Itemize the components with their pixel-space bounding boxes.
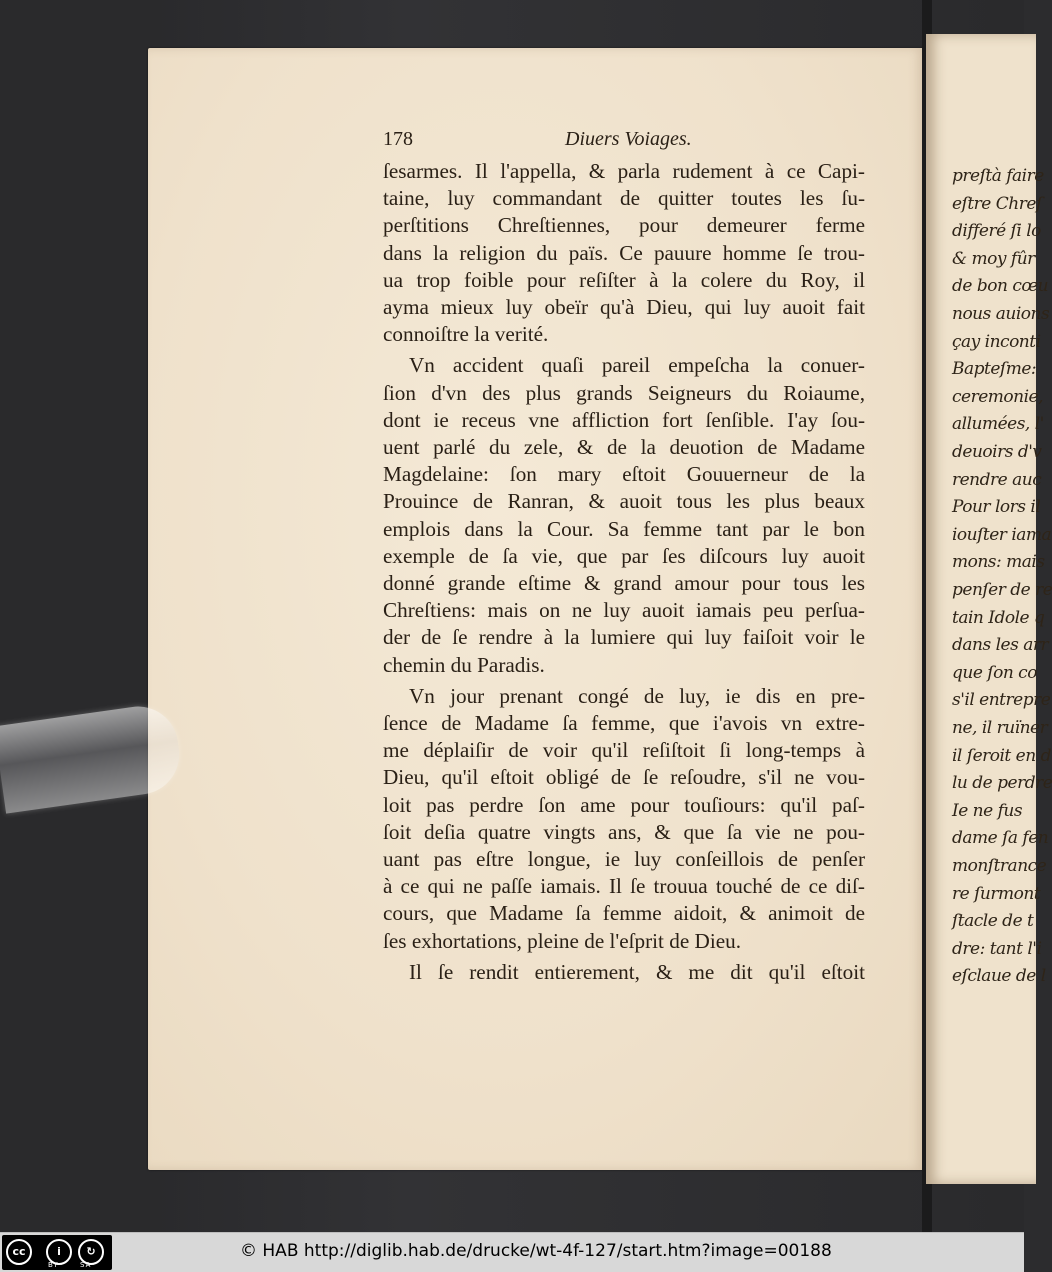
facing-text-line: dre: tant l'i: [952, 938, 1042, 959]
cc-license-badge[interactable]: [2, 1235, 112, 1270]
text-line: chemin du Paradis.: [383, 652, 545, 677]
text-line: connoiſtre la verité.: [383, 322, 549, 347]
cc-icon: cc: [6, 1239, 32, 1265]
text-line: Magdelaine: ſon mary eſtoit Gouuerneur de la: [383, 462, 865, 487]
facing-text-line: que ſon co: [952, 662, 1037, 683]
text-line: me déplaiſir de voir qu'il reſiſtoit ſi long-temps à: [383, 738, 865, 763]
facing-text-line: ſtacle de t: [952, 911, 1034, 932]
facing-text-line: eſclaue de l: [952, 966, 1046, 987]
text-line: ſence de Madame ſa femme, que i'avois vn extre-: [383, 711, 865, 736]
running-title: Diuers Voiages.: [565, 128, 692, 150]
text-line: cours, que Madame ſa femme aidoit, & animoit de: [383, 901, 865, 926]
text-line: der de ſe rendre à la lumiere qui luy faiſoit voir le: [383, 625, 865, 650]
facing-text-line: çay inconti: [952, 331, 1041, 352]
text-line: emplois dans la Cour. Sa femme tant par le bon: [383, 516, 865, 541]
facing-text-line: allumées, l': [952, 414, 1044, 435]
facing-text-line: deuoirs d'v: [952, 442, 1042, 462]
facing-text-line: preſtà faire: [952, 166, 1044, 186]
attribution-icon: i: [46, 1239, 72, 1265]
facing-text-line: iouſter iama: [952, 524, 1052, 545]
facing-text-line: penſer de re: [952, 580, 1052, 600]
facing-text-line: & moy fûr: [952, 248, 1035, 269]
text-line: dont ie receus vne affliction fort ſenſible. I'ay ſou-: [383, 407, 865, 432]
facing-text-line: monſtrance: [952, 856, 1047, 876]
text-line: ſes exhortations, pleine de l'eſprit de Dieu.: [383, 928, 742, 953]
text-line: Dieu, qu'il eſtoit obligé de ſe reſoudre, s'il ne vou-: [383, 765, 865, 790]
text-line: exemple de ſa vie, que par ſes diſcours luy auoit: [383, 543, 865, 568]
facing-text-line: dame ſa fen: [952, 828, 1049, 849]
facing-text-line: re ſurmont: [952, 883, 1041, 904]
text-line: ua trop foible pour reſiſter à la colere du Roy, il: [383, 267, 865, 292]
text-line: Il ſe rendit entierement, & me dit qu'il eſtoit: [409, 959, 865, 984]
facing-text-line: mons: mais: [952, 552, 1045, 573]
facing-text-line: de bon cœu: [952, 276, 1049, 297]
text-line: uent parlé du zele, & de la deuotion de Madame: [383, 435, 865, 460]
facing-text-line: rendre auc: [952, 469, 1042, 490]
facing-text-line: il ſeroit en d: [952, 745, 1051, 766]
facing-text-line: lu de perdre: [952, 773, 1052, 794]
text-line: ayma mieux luy obeïr qu'à Dieu, qui luy auoit fait: [383, 295, 865, 320]
text-line: uant pas eſtre longue, ie luy conſeillois de penſer: [383, 847, 865, 872]
text-line: Vn jour prenant congé de luy, ie dis en pre-: [409, 683, 865, 708]
facing-text-line: ceremonie,: [952, 386, 1043, 407]
running-head: [383, 128, 865, 158]
page-number: 178: [383, 128, 413, 150]
share-alike-icon: ↻: [78, 1239, 104, 1265]
facing-text-line: Ie ne fus: [952, 800, 1023, 821]
page-text-block: [383, 128, 865, 986]
text-line: Chreſtiens: mais on ne luy auoit iamais peu perſua-: [383, 598, 865, 623]
footer-bar: [0, 1232, 1024, 1272]
text-line: Prouince de Ranran, & auoit tous les plus beaux: [383, 489, 865, 514]
text-line: donné grande eſtime & grand amour pour tous les: [383, 571, 865, 596]
sa-label: SA: [80, 1261, 92, 1269]
facing-text-line: s'il entrepre: [952, 690, 1051, 711]
facing-text-line: dans les arr: [952, 635, 1049, 656]
scan-board: [0, 0, 150, 1232]
text-line: à ce qui ne paſſe iamais. Il ſe trouua touché de ce diſ-: [383, 874, 865, 899]
facing-text-line: differé ſi lo: [952, 221, 1041, 242]
facing-text-line: tain Idole q: [952, 607, 1045, 628]
text-line: dans la religion du païs. Ce pauure homme ſe trou-: [383, 240, 865, 265]
text-line: taine, luy commandant de quitter toutes les ſu-: [383, 186, 865, 211]
facing-text-line: Pour lors il: [952, 497, 1041, 518]
text-line: perſtitions Chreſtiennes, pour demeurer ferme: [383, 213, 865, 238]
text-line: ſion d'vn des plus grands Seigneurs du Roiaume,: [383, 380, 865, 405]
facing-text-line: ne, il ruïner: [952, 718, 1048, 738]
text-lines: [383, 158, 865, 986]
text-line: Vn accident quaſi pareil empeſcha la conuer-: [409, 353, 865, 378]
facing-text-line: Bapteſme:: [952, 359, 1037, 380]
facing-text-line: eſtre Chreſ: [952, 193, 1042, 214]
copyright-url[interactable]: © HAB http://diglib.hab.de/drucke/wt-4f-127/start.htm?image=00188: [240, 1241, 832, 1261]
facing-page: [926, 34, 1052, 1184]
facing-text-line: nous auions: [952, 304, 1050, 324]
by-label: BY: [48, 1261, 59, 1269]
text-line: ſesarmes. Il l'appella, & parla rudement à ce Capi-: [383, 159, 865, 183]
text-line: ſoit deſia quatre vingts ans, & que ſa vie ne pou-: [383, 819, 865, 844]
text-line: loit pas perdre ſon ame pour touſiours: qu'il paſ-: [383, 792, 865, 817]
